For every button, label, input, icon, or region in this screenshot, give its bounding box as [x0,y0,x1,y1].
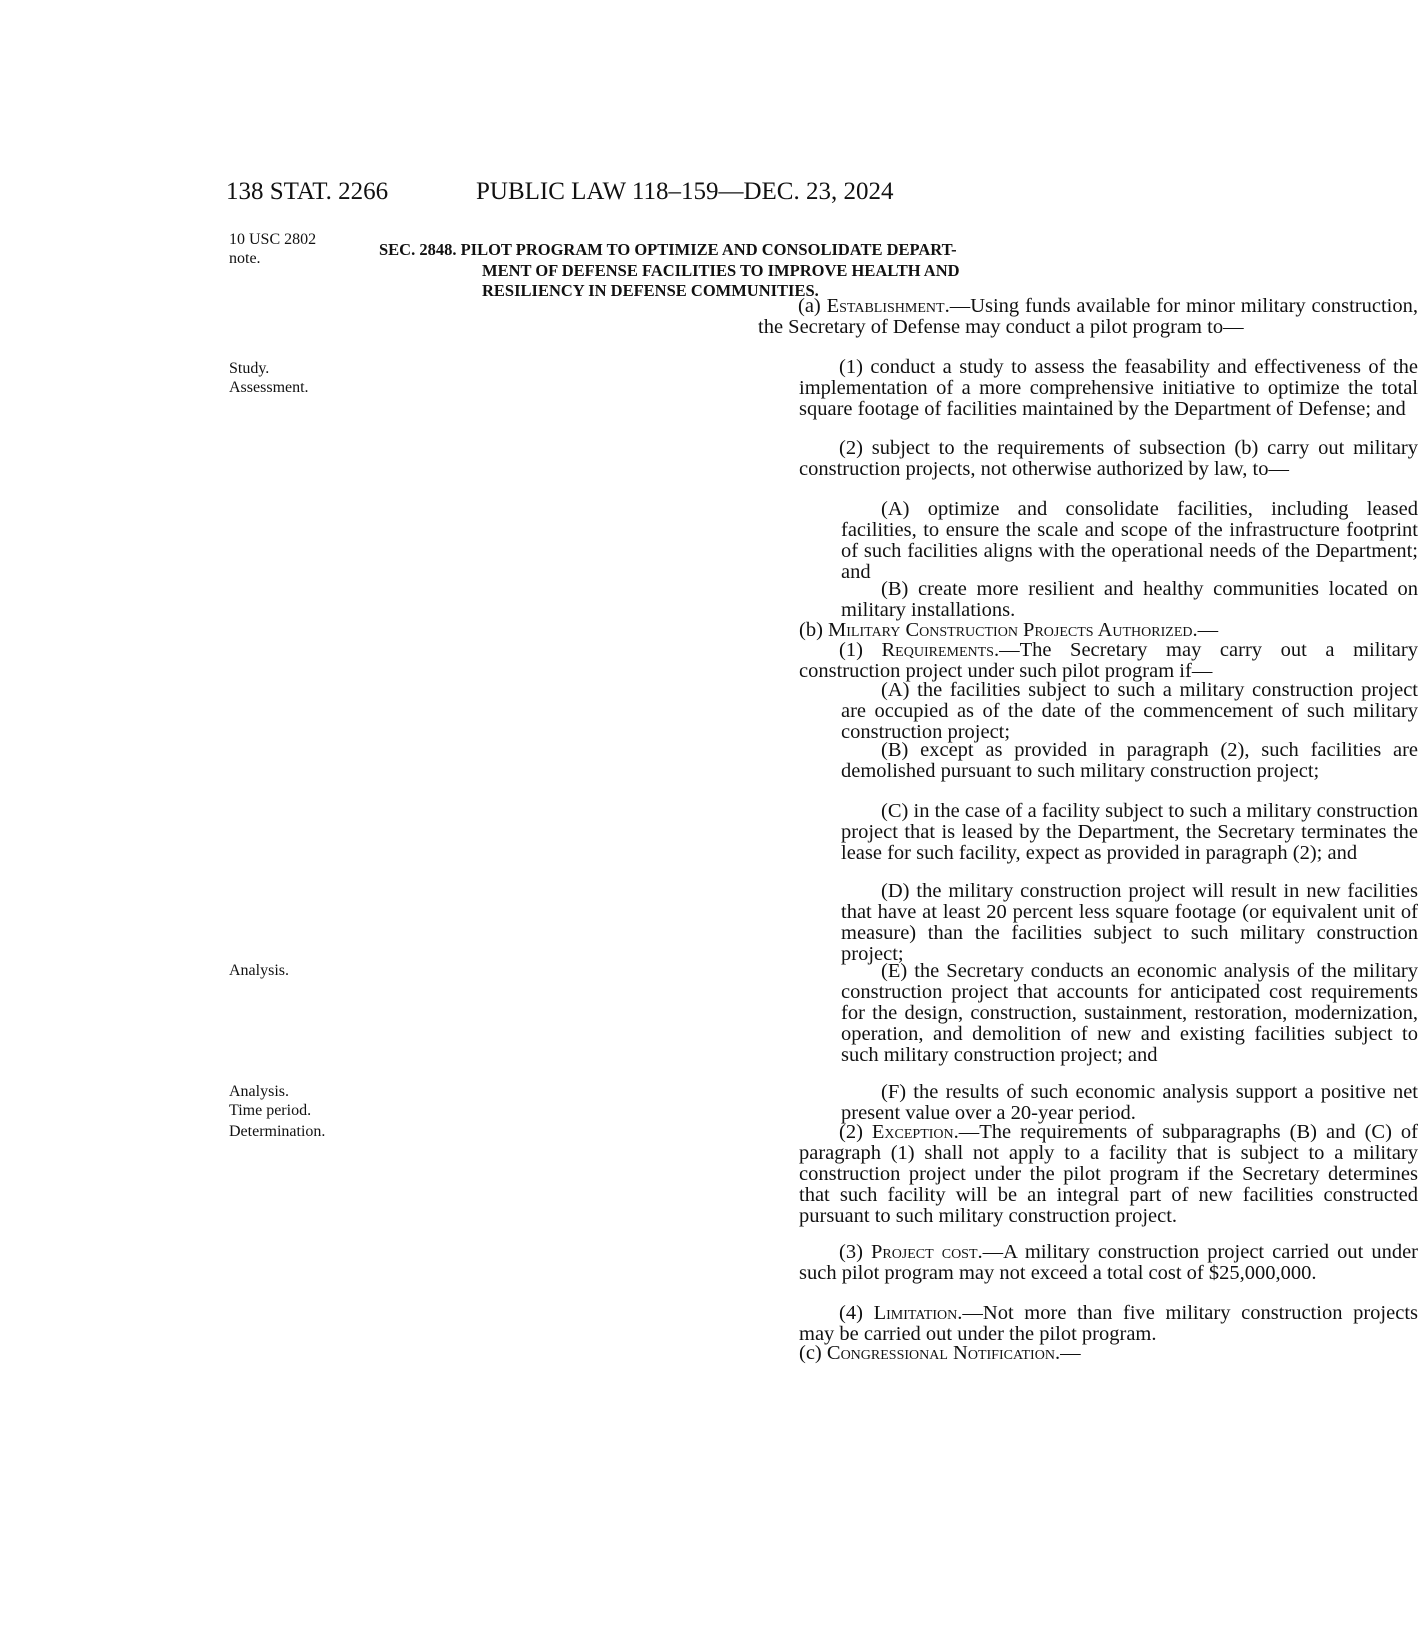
section-heading-continuation: MENT OF DEFENSE FACILITIES TO IMPROVE HEALTH AND RESILIENCY IN DEFENSE COMMUNITIES. [482,260,960,300]
paragraph-b-4-caption: Limitation [873,1302,958,1324]
margin-note-line: Time period. [229,1102,312,1119]
paragraph-b-1: (1) Requirements.—The Secretary may carry out a military construction project under such pilot program if— [799,639,1418,682]
margin-note-line: Determination. [229,1123,326,1140]
subparagraph-b-1-F: (F) the results of such economic analysis support a positive net present value over a 20-year period. [841,1081,1418,1124]
paragraph-b-1-caption: Requirements [881,639,994,661]
subsection-a-caption: Establishment [826,295,945,317]
page-header [226,178,1266,214]
section-heading-line-1: SEC. 2848. PILOT PROGRAM TO OPTIMIZE AND CONSOLIDATE DEPART- [379,240,957,259]
margin-note-line: Assessment. [229,379,309,396]
statute-page-reference: 138 STAT. 2266 [226,178,389,205]
paragraph-b-2-caption: Exception [871,1121,954,1143]
subparagraph-b-1-D: (D) the military construction project will result in new facilities that have at least 20 percent less square footage (or equivalent unit of measure) than the facilities subject to such military construction project; [841,880,1418,965]
margin-note-analysis [229,961,379,980]
margin-note-line: 10 USC 2802 [229,231,317,248]
margin-note-study-assessment [229,359,379,397]
margin-note-line: note. [229,250,261,267]
subparagraph-b-1-E: (E) the Secretary conducts an economic analysis of the military construction project that accounts for anticipated cost requirements for the design, construction, sustainment, restoration, modernization, operation, and demolition of new and existing facilities subject to such military construction project; and [841,960,1418,1066]
paragraph-b-3: (3) Project cost.—A military construction project carried out under such pilot program may not exceed a total cost of $25,000,000. [799,1241,1418,1284]
margin-note-line: Analysis. [229,1083,289,1100]
paragraph-b-4: (4) Limitation.—Not more than five military construction projects may be carried out under the pilot program. [799,1302,1418,1345]
margin-note-line: Study. [229,360,270,377]
margin-note-determination [229,1122,379,1141]
margin-note-usc-citation [229,230,379,268]
subsection-c: (c) Congressional Notification.— [799,1342,1081,1364]
margin-note-analysis-time-period [229,1082,379,1120]
section-heading [379,240,1039,302]
paragraph-a-1: (1) conduct a study to assess the feasability and effectiveness of the implementation of a more comprehensive initiative to optimize the total square footage of facilities maintained by the Department of Defense; and [799,356,1418,420]
paragraph-b-2: (2) Exception.—The requirements of subparagraphs (B) and (C) of paragraph (1) shall not apply to a facility that is subject to a military construction project under the pilot program if the Secretary determines that such facility will be an integral part of new facilities constructed pursuant to such military construction project. [799,1121,1418,1227]
subsection-a: (a) Establishment.—Using funds available for minor military construction, the Secretary of Defense may conduct a pilot program to— [758,295,1418,338]
subparagraph-b-1-C: (C) in the case of a facility subject to such a military construction project that is leased by the Department, the Secretary terminates the lease for such facility, expect as provided in paragraph (2); and [841,800,1418,864]
subsection-b-caption: Military Construction Projects Authorized [828,619,1193,641]
margin-note-line: Analysis. [229,962,289,979]
subsection-b: (b) Military Construction Projects Authorized.— [799,619,1219,641]
paragraph-a-2: (2) subject to the requirements of subsection (b) carry out military construction projects, not otherwise authorized by law, to— [799,437,1418,480]
public-law-title: PUBLIC LAW 118–159—DEC. 23, 2024 [476,178,894,205]
paragraph-b-3-caption: Project cost [870,1241,978,1263]
subsection-c-caption: Congressional Notification [826,1342,1055,1364]
subparagraph-a-2-B: (B) create more resilient and healthy communities located on military installations. [841,578,1418,621]
subparagraph-a-2-A: (A) optimize and consolidate facilities, including leased facilities, to ensure the scale and scope of the infrastructure footprint of such facilities aligns with the operational needs of the Department; and [841,498,1418,583]
subparagraph-b-1-B: (B) except as provided in paragraph (2), such facilities are demolished pursuant to such military construction project; [841,739,1418,782]
subparagraph-b-1-A: (A) the facilities subject to such a military construction project are occupied as of the date of the commencement of such military construction project; [841,679,1418,743]
